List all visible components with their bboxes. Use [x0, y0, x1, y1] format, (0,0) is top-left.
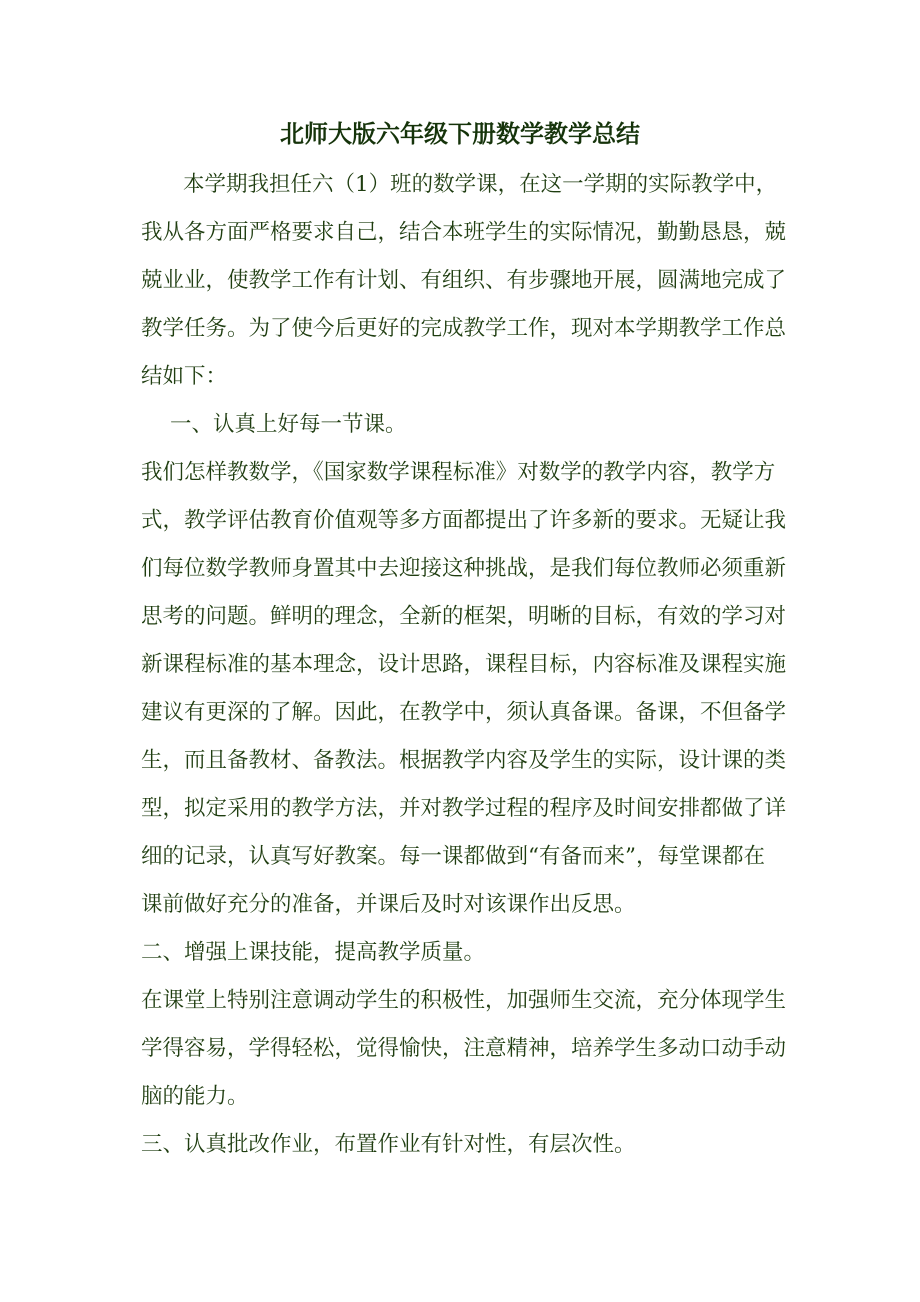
- text-line: 在课堂上特别注意调动学生的积极性，加强师生交流，充分体现学生: [141, 988, 787, 1013]
- text-line: 们每位数学教师身置其中去迎接这种挑战，是我们每位教师必须重新: [141, 556, 787, 581]
- text-line: 教学任务。为了使今后更好的完成教学工作，现对本学期教学工作总: [141, 316, 787, 341]
- document-title: 北师大版六年级下册数学教学总结: [280, 120, 640, 148]
- text-line: 生，而且备教材、备教法。根据教学内容及学生的实际，设计课的类: [141, 748, 787, 773]
- text-line: 思考的问题。鲜明的理念，全新的框架，明晰的目标，有效的学习对: [141, 604, 787, 629]
- text-line: 本学期我担任六（1）班的数学课，在这一学期的实际教学中，: [183, 172, 778, 197]
- text-line: 脑的能力。: [141, 1084, 249, 1109]
- text-line: 细的记录，认真写好教案。每一课都做到“有备而来”，每堂课都在: [141, 844, 765, 869]
- text-line: 式，教学评估教育价值观等多方面都提出了许多新的要求。无疑让我: [141, 508, 787, 533]
- text-line: 课前做好充分的准备，并课后及时对该课作出反思。: [141, 892, 636, 917]
- section-heading: 一、认真上好每一节课。: [170, 412, 407, 437]
- text-line: 我们怎样教数学，《国家数学课程标准》对数学的教学内容，教学方: [141, 460, 776, 485]
- text-line: 新课程标准的基本理念，设计思路，课程目标，内容标准及课程实施: [141, 652, 787, 677]
- text-line: 我从各方面严格要求自己，结合本班学生的实际情况，勤勤恳恳，兢: [141, 220, 787, 245]
- text-line: 结如下：: [141, 364, 228, 389]
- section-heading: 二、增强上课技能，提高教学质量。: [141, 940, 486, 965]
- text-line: 建议有更深的了解。因此，在教学中，须认真备课。备课，不但备学: [141, 700, 787, 725]
- text-line: 兢业业，使教学工作有计划、有组织、有步骤地开展，圆满地完成了: [141, 268, 787, 293]
- text-line: 学得容易，学得轻松，觉得愉快，注意精神，培养学生多动口动手动: [141, 1036, 787, 1061]
- text-line: 型，拟定采用的教学方法，并对教学过程的程序及时间安排都做了详: [141, 796, 787, 821]
- section-heading: 三、认真批改作业，布置作业有针对性，有层次性。: [141, 1132, 636, 1157]
